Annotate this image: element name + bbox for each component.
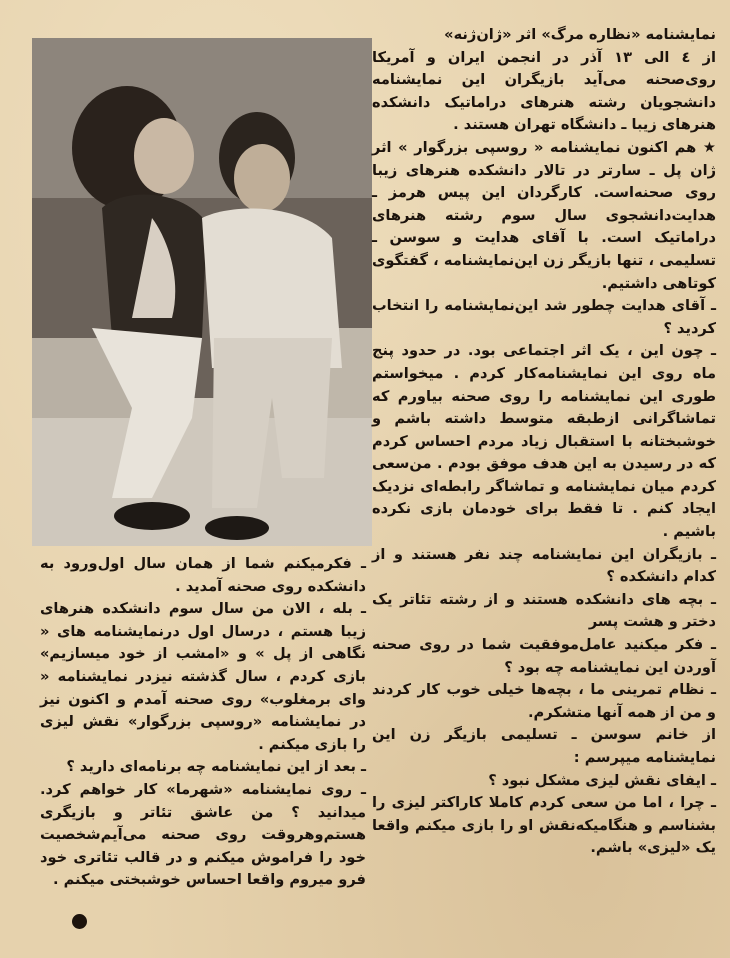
- interview-answer: ـ بچه های دانشکده هستند و از رشته تئاتر یک دختر و هشت پسر: [372, 590, 716, 631]
- interview-question: ـ آقای هدایت چطور شد این‌نمایشنامه را انتخاب کردید ؟: [372, 297, 716, 337]
- theatre-scene-photo: [32, 38, 372, 546]
- interview-answer: ـ روی نمایشنامه «شهرما» کار خواهم کرد. میدانید ؟ من عاشق تئاتر و بازیگری هستم‌وهروقت روی صحنه می‌آیم‌شخصیت خود را فراموش میکنم و در قالب تئاتری خود فرو میروم واقعا احساس خوشبختی میکنم .: [40, 780, 366, 889]
- interview-question: ـ بعد از این نمایشنامه چه برنامه‌ای دارید ؟: [66, 758, 366, 776]
- interview-answer: ـ نظام تمرینی ما ، بچه‌ها خیلی خوب کار کردند و من از همه آنها متشکرم.: [372, 681, 716, 721]
- article-paragraph: از خانم سوسن ـ تسلیمی بازیگر زن این نمایشنامه میپرسم :: [372, 726, 716, 766]
- interview-answer: ـ بله ، الان من سال سوم دانشکده هنرهای زیبا هستم ، درسال اول درنمایشنامه های « نگاهی از پل » و «امشب از خود میسازیم» بازی کردم ، سال گذشته نیزدر نمایشنامه « وای برمغلوب» روی صحنه آمدم و اکنون نیز در نمایشنامه «روسپی بزرگوار» نقش لیزی را بازی میکنم .: [40, 600, 366, 753]
- interview-question: ـ فکرمیکنم شما از همان سال اول‌ورود به دانشکده روی صحنه آمدید .: [40, 555, 366, 595]
- photo-illustration: [32, 38, 372, 546]
- article-left-column: [40, 553, 366, 892]
- interview-answer: ـ چون این ، یک اثر اجتماعی بود. در حدود پنج ماه روی این نمایشنامه‌کار کردم . میخواستم طوری این نمایشنامه را روی صحنه بیاورم که تماشاگرانی ازطبقه متوسط داشته باشم و خوشبختانه با استقبال زیاد مردم احساس کردم که در رسیدن به این هدف موفق بودم . من‌سعی کردم میان نمایشنامه و تماشاگر رابطه‌ای نزدیک ایجاد کنم . تا فقط برای خودمان بازی نکرده باشیم .: [372, 342, 716, 541]
- article-paragraph: ★ هم اکنون نمایشنامه « روسپی بزرگوار » اثر ژان پل ـ سارتر در تالار دانشکده هنرهای زیبا روی صحنه‌است. کارگردان این پیس هرمز ـ هدایت‌دانشجوی سال سوم رشته هنرهای دراماتیک است. با آقای هدایت و سوسن ـ تسلیمی ، تنها بازیگر زن این‌نمایشنامه ، گفتگوی کوتاهی داشتیم.: [372, 138, 716, 292]
- interview-question: ـ ایفای نقش لیزی مشکل نبود ؟: [488, 771, 716, 789]
- interview-question: ـ بازیگران این نمایشنامه چند نفر هستند و از کدام دانشکده ؟: [372, 545, 716, 586]
- interview-answer: ـ چرا ، اما من سعی کردم کاملا کاراکتر لیزی را بشناسم و هنگامیکه‌نقش او را بازی میکنم واقعا یک «لیزی» باشم.: [372, 794, 716, 857]
- article-paragraph: نمایشنامه «نظاره مرگ» اثر «ژان‌ژنه»: [444, 26, 716, 43]
- article-paragraph: از ٤ الی ١٣ آذر در انجمن ایران و آمریکا روی‌صحنه می‌آید بازیگران این نمایشنامه دانشجویان رشته هنرهای دراماتیک دانشکده هنرهای زیبا ـ دانشگاه تهران هستند .: [372, 48, 716, 134]
- interview-question: ـ فکر میکنید عامل‌موفقیت شما در روی صحنه آوردن این نمایشنامه چه بود ؟: [372, 636, 716, 676]
- article-right-column: [372, 24, 716, 860]
- end-mark-icon: [72, 914, 87, 929]
